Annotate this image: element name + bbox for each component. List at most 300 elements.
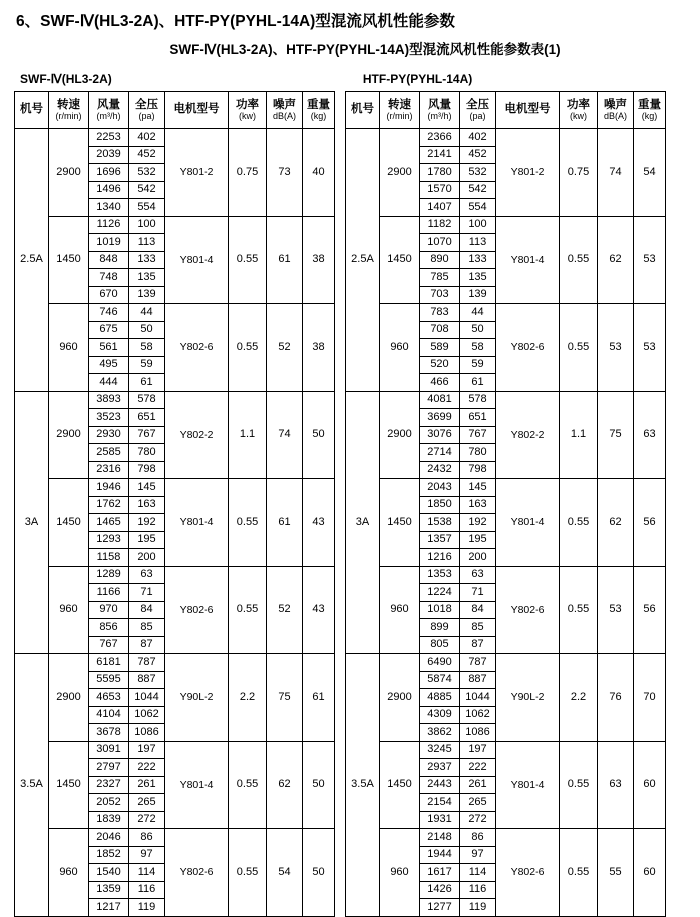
cell-dianji-xinghao: Y802-6 — [165, 304, 229, 392]
cell-fengliang: 2316 — [89, 461, 129, 479]
cell-dianji-xinghao: Y801-2 — [165, 129, 229, 217]
cell-fengliang: 1359 — [89, 881, 129, 899]
cell-zhongliang: 54 — [634, 129, 666, 217]
cell-gonglv: 0.75 — [229, 129, 267, 217]
cell-gonglv: 0.55 — [560, 479, 598, 567]
cell-fengliang: 466 — [420, 374, 460, 392]
cell-zhongliang: 60 — [634, 741, 666, 829]
col-header-gonglv: 功率 (kw) — [560, 92, 598, 129]
cell-quanya: 44 — [460, 304, 496, 322]
cell-zhongliang: 60 — [634, 829, 666, 917]
cell-fengliang: 675 — [89, 321, 129, 339]
cell-quanya: 651 — [129, 409, 165, 427]
cell-quanya: 1062 — [460, 706, 496, 724]
cell-quanya: 86 — [129, 829, 165, 847]
cell-fengliang: 520 — [420, 356, 460, 374]
cell-gonglv: 0.55 — [560, 216, 598, 304]
cell-quanya: 71 — [460, 584, 496, 602]
cell-zhuansu: 2900 — [49, 654, 89, 742]
cell-zhongliang: 56 — [634, 479, 666, 567]
table-body-left — [15, 129, 335, 917]
cell-dianji-xinghao: Y801-4 — [496, 479, 560, 567]
cell-fengliang: 1839 — [89, 811, 129, 829]
tables-container — [14, 91, 686, 917]
cell-fengliang: 4885 — [420, 689, 460, 707]
cell-quanya: 119 — [460, 899, 496, 917]
cell-fengliang: 1780 — [420, 164, 460, 182]
cell-quanya: 85 — [460, 619, 496, 637]
cell-quanya: 532 — [460, 164, 496, 182]
cell-fengliang: 1570 — [420, 181, 460, 199]
cell-fengliang: 3091 — [89, 741, 129, 759]
cell-quanya: 61 — [129, 374, 165, 392]
cell-quanya: 222 — [460, 759, 496, 777]
table-row — [346, 216, 666, 234]
cell-quanya: 542 — [129, 181, 165, 199]
cell-quanya: 787 — [460, 654, 496, 672]
cell-gonglv: 1.1 — [229, 391, 267, 479]
cell-zhuansu: 960 — [49, 566, 89, 654]
col-header-quanya: 全压 (pa) — [460, 92, 496, 129]
cell-zaosheng: 54 — [267, 829, 303, 917]
section-headings — [14, 72, 686, 86]
cell-gonglv: 0.55 — [560, 829, 598, 917]
cell-quanya: 135 — [460, 269, 496, 287]
header-row — [15, 92, 335, 129]
cell-gonglv: 0.55 — [560, 741, 598, 829]
page-title: 6、SWF-Ⅳ(HL3-2A)、HTF-PY(PYHL-14A)型混流风机性能参数 — [16, 13, 455, 30]
cell-quanya: 133 — [129, 251, 165, 269]
cell-fengliang: 1019 — [89, 234, 129, 252]
cell-quanya: 163 — [129, 496, 165, 514]
cell-fengliang: 1277 — [420, 899, 460, 917]
table-row — [15, 129, 335, 147]
cell-zhuansu: 2900 — [380, 654, 420, 742]
col-header-zhuansu: 转速 (r/min) — [380, 92, 420, 129]
cell-quanya: 1044 — [460, 689, 496, 707]
cell-fengliang: 4309 — [420, 706, 460, 724]
cell-quanya: 195 — [129, 531, 165, 549]
col-header-quanya: 全压 (pa) — [129, 92, 165, 129]
col-header-zhongliang: 重量 (kg) — [303, 92, 335, 129]
cell-quanya: 58 — [129, 339, 165, 357]
cell-fengliang: 3893 — [89, 391, 129, 409]
cell-zhongliang: 50 — [303, 741, 335, 829]
cell-fengliang: 783 — [420, 304, 460, 322]
cell-quanya: 114 — [460, 864, 496, 882]
cell-dianji-xinghao: Y802-6 — [165, 566, 229, 654]
cell-fengliang: 1946 — [89, 479, 129, 497]
cell-zaosheng: 62 — [598, 216, 634, 304]
col-header-zhuansu: 转速 (r/min) — [49, 92, 89, 129]
cell-zhuansu: 960 — [380, 829, 420, 917]
cell-quanya: 135 — [129, 269, 165, 287]
cell-quanya: 195 — [460, 531, 496, 549]
cell-quanya: 116 — [129, 881, 165, 899]
cell-quanya: 798 — [129, 461, 165, 479]
cell-quanya: 97 — [129, 846, 165, 864]
cell-fengliang: 1340 — [89, 199, 129, 217]
table-row — [15, 566, 335, 584]
table-row — [346, 129, 666, 147]
cell-fengliang: 1216 — [420, 549, 460, 567]
cell-gonglv: 2.2 — [229, 654, 267, 742]
cell-gonglv: 0.55 — [229, 304, 267, 392]
cell-fengliang: 3245 — [420, 741, 460, 759]
cell-fengliang: 2046 — [89, 829, 129, 847]
cell-fengliang: 805 — [420, 636, 460, 654]
cell-quanya: 84 — [460, 601, 496, 619]
cell-zaosheng: 52 — [267, 566, 303, 654]
cell-dianji-xinghao: Y802-2 — [165, 391, 229, 479]
cell-zhongliang: 56 — [634, 566, 666, 654]
cell-fengliang: 1852 — [89, 846, 129, 864]
cell-zhongliang: 38 — [303, 216, 335, 304]
cell-fengliang: 4104 — [89, 706, 129, 724]
cell-fengliang: 746 — [89, 304, 129, 322]
cell-zhuansu: 1450 — [49, 741, 89, 829]
cell-dianji-xinghao: Y90L-2 — [165, 654, 229, 742]
cell-quanya: 61 — [460, 374, 496, 392]
cell-fengliang: 589 — [420, 339, 460, 357]
col-header-zhongliang: 重量 (kg) — [634, 92, 666, 129]
cell-zhuansu: 960 — [380, 566, 420, 654]
cell-quanya: 452 — [460, 146, 496, 164]
cell-gonglv: 0.55 — [229, 216, 267, 304]
cell-quanya: 1044 — [129, 689, 165, 707]
page-subtitle: SWF-Ⅳ(HL3-2A)、HTF-PY(PYHL-14A)型混流风机性能参数表(1) — [169, 42, 561, 57]
table-row — [346, 654, 666, 672]
cell-dianji-xinghao: Y801-2 — [496, 129, 560, 217]
cell-dianji-xinghao: Y801-4 — [496, 741, 560, 829]
cell-quanya: 1086 — [460, 724, 496, 742]
cell-zaosheng: 76 — [598, 654, 634, 742]
cell-dianji-xinghao: Y802-6 — [496, 829, 560, 917]
cell-fengliang: 2432 — [420, 461, 460, 479]
cell-quanya: 452 — [129, 146, 165, 164]
cell-fengliang: 708 — [420, 321, 460, 339]
cell-fengliang: 856 — [89, 619, 129, 637]
table-row — [346, 829, 666, 847]
cell-fengliang: 1944 — [420, 846, 460, 864]
cell-gonglv: 2.2 — [560, 654, 598, 742]
cell-quanya: 97 — [460, 846, 496, 864]
cell-fengliang: 848 — [89, 251, 129, 269]
cell-zhongliang: 70 — [634, 654, 666, 742]
table-row — [15, 216, 335, 234]
cell-fengliang: 1224 — [420, 584, 460, 602]
cell-fengliang: 767 — [89, 636, 129, 654]
col-header-jihao: 机号 — [15, 92, 49, 129]
cell-zhongliang: 43 — [303, 479, 335, 567]
cell-zhuansu: 2900 — [380, 391, 420, 479]
col-header-zaosheng: 噪声 dB(A) — [598, 92, 634, 129]
table-row — [15, 304, 335, 322]
cell-quanya: 272 — [460, 811, 496, 829]
table-row — [346, 391, 666, 409]
cell-zhongliang: 50 — [303, 829, 335, 917]
cell-fengliang: 2714 — [420, 444, 460, 462]
cell-gonglv: 1.1 — [560, 391, 598, 479]
cell-zaosheng: 75 — [598, 391, 634, 479]
cell-quanya: 887 — [460, 671, 496, 689]
cell-zaosheng: 62 — [598, 479, 634, 567]
cell-fengliang: 3678 — [89, 724, 129, 742]
cell-fengliang: 899 — [420, 619, 460, 637]
cell-dianji-xinghao: Y801-4 — [496, 216, 560, 304]
cell-fengliang: 3523 — [89, 409, 129, 427]
cell-quanya: 133 — [460, 251, 496, 269]
cell-quanya: 578 — [460, 391, 496, 409]
cell-dianji-xinghao: Y802-6 — [165, 829, 229, 917]
cell-zhuansu: 1450 — [49, 479, 89, 567]
cell-quanya: 1062 — [129, 706, 165, 724]
cell-jihao: 3.5A — [15, 654, 49, 917]
cell-quanya: 85 — [129, 619, 165, 637]
cell-fengliang: 1357 — [420, 531, 460, 549]
cell-fengliang: 1289 — [89, 566, 129, 584]
cell-fengliang: 2141 — [420, 146, 460, 164]
cell-quanya: 578 — [129, 391, 165, 409]
cell-quanya: 87 — [129, 636, 165, 654]
cell-zhuansu: 1450 — [49, 216, 89, 304]
cell-fengliang: 1293 — [89, 531, 129, 549]
cell-dianji-xinghao: Y802-6 — [496, 566, 560, 654]
cell-fengliang: 2148 — [420, 829, 460, 847]
cell-fengliang: 1426 — [420, 881, 460, 899]
cell-quanya: 402 — [460, 129, 496, 147]
cell-quanya: 200 — [460, 549, 496, 567]
cell-fengliang: 785 — [420, 269, 460, 287]
cell-fengliang: 703 — [420, 286, 460, 304]
cell-fengliang: 1158 — [89, 549, 129, 567]
cell-dianji-xinghao: Y802-6 — [496, 304, 560, 392]
col-header-fengliang: 风量 (m³/h) — [420, 92, 460, 129]
table-row — [15, 391, 335, 409]
cell-quanya: 84 — [129, 601, 165, 619]
cell-quanya: 100 — [460, 216, 496, 234]
table-row — [15, 654, 335, 672]
cell-quanya: 200 — [129, 549, 165, 567]
cell-fengliang: 1617 — [420, 864, 460, 882]
cell-fengliang: 4081 — [420, 391, 460, 409]
cell-fengliang: 1465 — [89, 514, 129, 532]
cell-fengliang: 5874 — [420, 671, 460, 689]
cell-zhongliang: 53 — [634, 304, 666, 392]
cell-fengliang: 1217 — [89, 899, 129, 917]
cell-fengliang: 3076 — [420, 426, 460, 444]
cell-quanya: 113 — [460, 234, 496, 252]
cell-zhuansu: 1450 — [380, 741, 420, 829]
cell-fengliang: 3699 — [420, 409, 460, 427]
header-row — [346, 92, 666, 129]
cell-quanya: 59 — [460, 356, 496, 374]
table-row — [15, 479, 335, 497]
cell-quanya: 222 — [129, 759, 165, 777]
cell-fengliang: 2585 — [89, 444, 129, 462]
cell-fengliang: 1496 — [89, 181, 129, 199]
cell-zaosheng: 53 — [598, 566, 634, 654]
cell-fengliang: 561 — [89, 339, 129, 357]
table-row — [346, 304, 666, 322]
cell-quanya: 63 — [129, 566, 165, 584]
performance-table-htf — [345, 91, 666, 917]
table-row — [346, 741, 666, 759]
cell-quanya: 71 — [129, 584, 165, 602]
cell-zaosheng: 61 — [267, 479, 303, 567]
cell-fengliang: 890 — [420, 251, 460, 269]
cell-fengliang: 5595 — [89, 671, 129, 689]
cell-fengliang: 748 — [89, 269, 129, 287]
cell-quanya: 139 — [129, 286, 165, 304]
cell-zaosheng: 74 — [598, 129, 634, 217]
cell-quanya: 554 — [129, 199, 165, 217]
cell-quanya: 50 — [460, 321, 496, 339]
cell-quanya: 58 — [460, 339, 496, 357]
cell-fengliang: 1070 — [420, 234, 460, 252]
cell-quanya: 145 — [129, 479, 165, 497]
cell-zhuansu: 2900 — [380, 129, 420, 217]
cell-quanya: 402 — [129, 129, 165, 147]
cell-jihao: 2.5A — [15, 129, 49, 392]
cell-fengliang: 444 — [89, 374, 129, 392]
cell-fengliang: 2253 — [89, 129, 129, 147]
cell-fengliang: 3862 — [420, 724, 460, 742]
cell-fengliang: 1407 — [420, 199, 460, 217]
col-header-dianji: 电机型号 — [496, 92, 560, 129]
cell-quanya: 1086 — [129, 724, 165, 742]
cell-quanya: 116 — [460, 881, 496, 899]
cell-zhuansu: 960 — [380, 304, 420, 392]
cell-quanya: 265 — [460, 794, 496, 812]
col-header-zaosheng: 噪声 dB(A) — [267, 92, 303, 129]
col-header-fengliang: 风量 (m³/h) — [89, 92, 129, 129]
cell-zhongliang: 53 — [634, 216, 666, 304]
cell-quanya: 787 — [129, 654, 165, 672]
cell-quanya: 50 — [129, 321, 165, 339]
cell-quanya: 100 — [129, 216, 165, 234]
cell-quanya: 63 — [460, 566, 496, 584]
cell-fengliang: 2930 — [89, 426, 129, 444]
cell-fengliang: 4653 — [89, 689, 129, 707]
cell-fengliang: 1540 — [89, 864, 129, 882]
cell-quanya: 542 — [460, 181, 496, 199]
performance-table-swf — [14, 91, 335, 917]
cell-fengliang: 6490 — [420, 654, 460, 672]
cell-quanya: 44 — [129, 304, 165, 322]
cell-fengliang: 970 — [89, 601, 129, 619]
cell-gonglv: 0.55 — [229, 741, 267, 829]
table-row — [15, 829, 335, 847]
cell-zaosheng: 74 — [267, 391, 303, 479]
cell-quanya: 265 — [129, 794, 165, 812]
cell-fengliang: 2043 — [420, 479, 460, 497]
cell-zhuansu: 1450 — [380, 216, 420, 304]
cell-zaosheng: 62 — [267, 741, 303, 829]
cell-zhongliang: 50 — [303, 391, 335, 479]
cell-zhuansu: 960 — [49, 829, 89, 917]
cell-fengliang: 1538 — [420, 514, 460, 532]
cell-fengliang: 1931 — [420, 811, 460, 829]
cell-fengliang: 2327 — [89, 776, 129, 794]
cell-quanya: 139 — [460, 286, 496, 304]
cell-jihao: 2.5A — [346, 129, 380, 392]
cell-gonglv: 0.55 — [560, 566, 598, 654]
cell-zhuansu: 960 — [49, 304, 89, 392]
col-header-gonglv: 功率 (kw) — [229, 92, 267, 129]
cell-jihao: 3A — [346, 391, 380, 654]
cell-zhongliang: 38 — [303, 304, 335, 392]
cell-zhongliang: 63 — [634, 391, 666, 479]
cell-fengliang: 1166 — [89, 584, 129, 602]
cell-quanya: 86 — [460, 829, 496, 847]
cell-quanya: 554 — [460, 199, 496, 217]
col-header-jihao: 机号 — [346, 92, 380, 129]
cell-zaosheng: 53 — [598, 304, 634, 392]
cell-zaosheng: 73 — [267, 129, 303, 217]
cell-fengliang: 495 — [89, 356, 129, 374]
cell-quanya: 780 — [460, 444, 496, 462]
cell-fengliang: 1353 — [420, 566, 460, 584]
cell-gonglv: 0.55 — [229, 566, 267, 654]
cell-quanya: 767 — [460, 426, 496, 444]
cell-dianji-xinghao: Y802-2 — [496, 391, 560, 479]
cell-quanya: 272 — [129, 811, 165, 829]
cell-dianji-xinghao: Y801-4 — [165, 741, 229, 829]
cell-fengliang: 2937 — [420, 759, 460, 777]
cell-fengliang: 1126 — [89, 216, 129, 234]
cell-quanya: 532 — [129, 164, 165, 182]
cell-zhongliang: 40 — [303, 129, 335, 217]
cell-gonglv: 0.55 — [229, 829, 267, 917]
cell-fengliang: 2039 — [89, 146, 129, 164]
cell-gonglv: 0.55 — [560, 304, 598, 392]
cell-fengliang: 1018 — [420, 601, 460, 619]
cell-quanya: 651 — [460, 409, 496, 427]
section-label-left: SWF-Ⅳ(HL3-2A) — [20, 72, 112, 86]
cell-fengliang: 1762 — [89, 496, 129, 514]
cell-zhongliang: 43 — [303, 566, 335, 654]
cell-dianji-xinghao: Y801-4 — [165, 216, 229, 304]
cell-quanya: 119 — [129, 899, 165, 917]
table-head-right — [346, 92, 666, 129]
cell-zaosheng: 55 — [598, 829, 634, 917]
cell-quanya: 780 — [129, 444, 165, 462]
cell-quanya: 113 — [129, 234, 165, 252]
cell-quanya: 197 — [129, 741, 165, 759]
table-row — [346, 566, 666, 584]
cell-quanya: 261 — [129, 776, 165, 794]
cell-jihao: 3.5A — [346, 654, 380, 917]
cell-zaosheng: 52 — [267, 304, 303, 392]
cell-gonglv: 0.55 — [229, 479, 267, 567]
cell-fengliang: 670 — [89, 286, 129, 304]
cell-fengliang: 2366 — [420, 129, 460, 147]
table-body-right — [346, 129, 666, 917]
cell-zhuansu: 2900 — [49, 391, 89, 479]
cell-dianji-xinghao: Y90L-2 — [496, 654, 560, 742]
cell-fengliang: 2797 — [89, 759, 129, 777]
section-label-right: HTF-PY(PYHL-14A) — [362, 72, 473, 86]
cell-gonglv: 0.75 — [560, 129, 598, 217]
cell-quanya: 261 — [460, 776, 496, 794]
cell-zhongliang: 61 — [303, 654, 335, 742]
cell-quanya: 87 — [460, 636, 496, 654]
cell-fengliang: 1850 — [420, 496, 460, 514]
cell-quanya: 767 — [129, 426, 165, 444]
cell-quanya: 163 — [460, 496, 496, 514]
cell-zaosheng: 61 — [267, 216, 303, 304]
